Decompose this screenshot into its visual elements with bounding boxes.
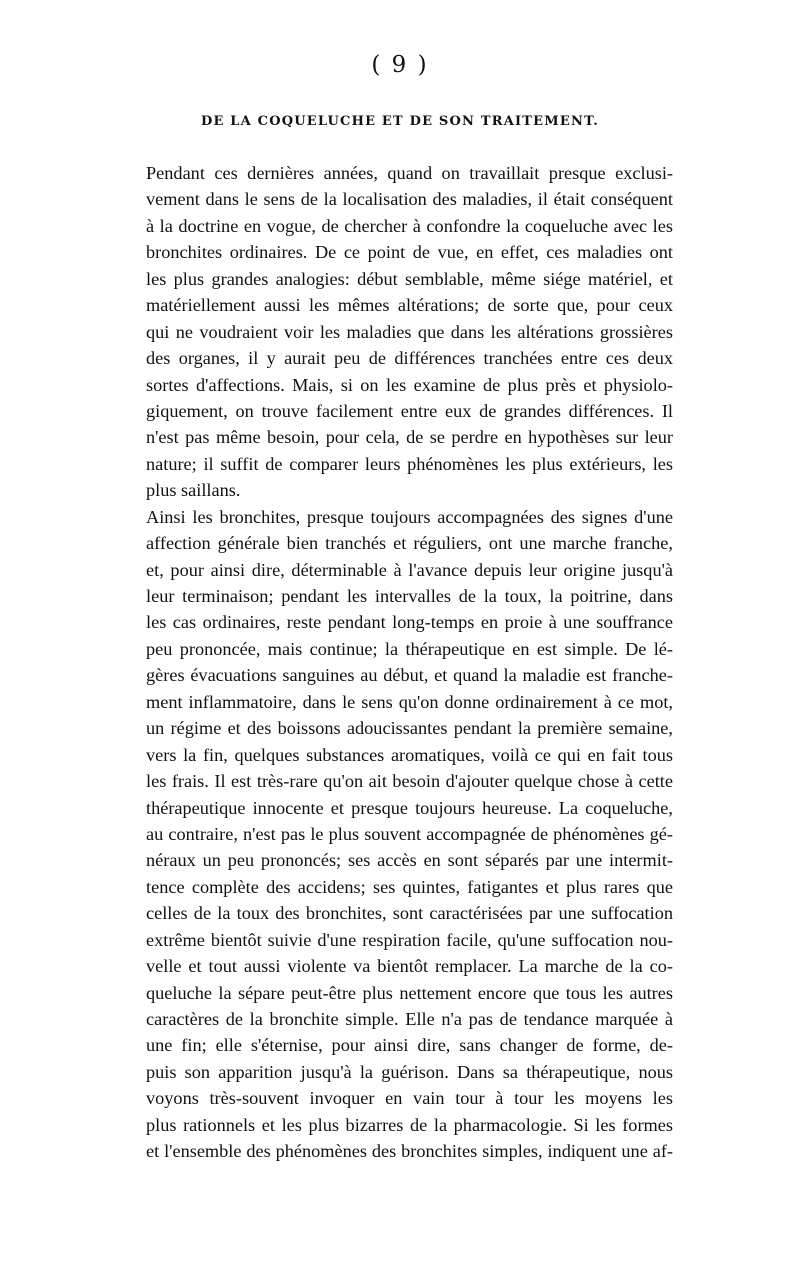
text-line: affection générale bien tranchés et réguliers, ont une marche franche,	[146, 533, 673, 554]
text-line: voyons très-souvent invoquer en vain tour à tour les moyens les	[146, 1088, 673, 1109]
text-line: les plus grandes analogies: début semblable, même siége matériel, et	[146, 268, 673, 289]
text-line: thérapeutique innocente et presque toujours heureuse. La coqueluche,	[146, 797, 673, 818]
text-line: les cas ordinaires, reste pendant long-temps en proie à une souffrance	[146, 612, 673, 633]
body-text	[146, 160, 673, 1165]
text-line: plus rationnels et les plus bizarres de la pharmacologie. Si les formes	[146, 1114, 673, 1135]
text-line: qui ne voudraient voir les maladies que dans les altérations grossières	[146, 321, 673, 342]
text-line: néraux un peu prononcés; ses accès en sont séparés par une intermit-	[146, 850, 673, 871]
text-line: à la doctrine en vogue, de chercher à confondre la coqueluche avec les	[146, 215, 673, 236]
text-line: celles de la toux des bronchites, sont caractérisées par une suffocation	[146, 903, 673, 924]
text-line: les frais. Il est très-rare qu'on ait besoin d'ajouter quelque chose à cette	[146, 771, 673, 792]
text-line: une fin; elle s'éternise, pour ainsi dire, sans changer de forme, de-	[146, 1035, 673, 1056]
text-line: puis son apparition jusqu'à la guérison. Dans sa thérapeutique, nous	[146, 1061, 673, 1082]
text-line: Pendant ces dernières années, quand on travaillait presque exclusi-	[146, 163, 673, 183]
running-head: DE LA COQUELUCHE ET DE SON TRAITEMENT.	[200, 114, 599, 129]
text-line: un régime et des boissons adoucissantes pendant la première semaine,	[146, 718, 673, 739]
text-line: giquement, on trouve facilement entre eux de grandes différences. Il	[146, 400, 673, 421]
text-line: extrême bientôt suivie d'une respiration facile, qu'une suffocation nou-	[146, 929, 673, 950]
text-line: et l'ensemble des phénomènes des bronchites simples, indiquent une af-	[146, 1141, 673, 1162]
text-line: gères évacuations sanguines au début, et quand la maladie est franche-	[146, 665, 673, 686]
text-line: matériellement aussi les mêmes altérations; de sorte que, pour ceux	[146, 295, 673, 316]
text-line: bronchites ordinaires. De ce point de vue, en effet, ces maladies ont	[146, 242, 673, 263]
text-line: au contraire, n'est pas le plus souvent accompagnée de phénomènes gé-	[146, 823, 673, 844]
text-line: tence complète des accidens; ses quintes, fatigantes et plus rares que	[146, 876, 673, 897]
text-line: sortes d'affections. Mais, si on les examine de plus près et physiolo-	[146, 374, 673, 395]
page-number: ( 9 )	[371, 52, 429, 78]
text-line: peu prononcée, mais continue; la thérapeutique en est simple. De lé-	[146, 638, 673, 659]
text-line: vement dans le sens de la localisation des maladies, il était conséquent	[146, 189, 673, 210]
text-line: caractères de la bronchite simple. Elle n'a pas de tendance marquée à	[146, 1009, 673, 1029]
text-line: des organes, il y aurait peu de différences tranchées entre ces deux	[146, 348, 673, 369]
text-line: ment inflammatoire, dans le sens qu'on donne ordinairement à ce mot,	[146, 691, 673, 712]
text-line: et, pour ainsi dire, déterminable à l'avance depuis leur origine jusqu'à	[146, 559, 673, 580]
text-line: leur terminaison; pendant les intervalles de la toux, la poitrine, dans	[146, 586, 673, 606]
text-line: plus saillans.	[146, 480, 241, 501]
text-line: velle et tout aussi violente va bientôt remplacer. La marche de la co-	[146, 956, 673, 977]
text-line: vers la fin, quelques substances aromatiques, voilà ce qui en fait tous	[146, 744, 673, 765]
text-line: Ainsi les bronchites, presque toujours accompagnées des signes d'une	[146, 506, 673, 527]
text-line: n'est pas même besoin, pour cela, de se perdre en hypothèses sur leur	[146, 427, 673, 448]
text-line: nature; il suffit de comparer leurs phénomènes les plus extérieurs, les	[146, 453, 673, 474]
text-line: queluche la sépare peut-être plus nettement encore que tous les autres	[146, 982, 673, 1003]
